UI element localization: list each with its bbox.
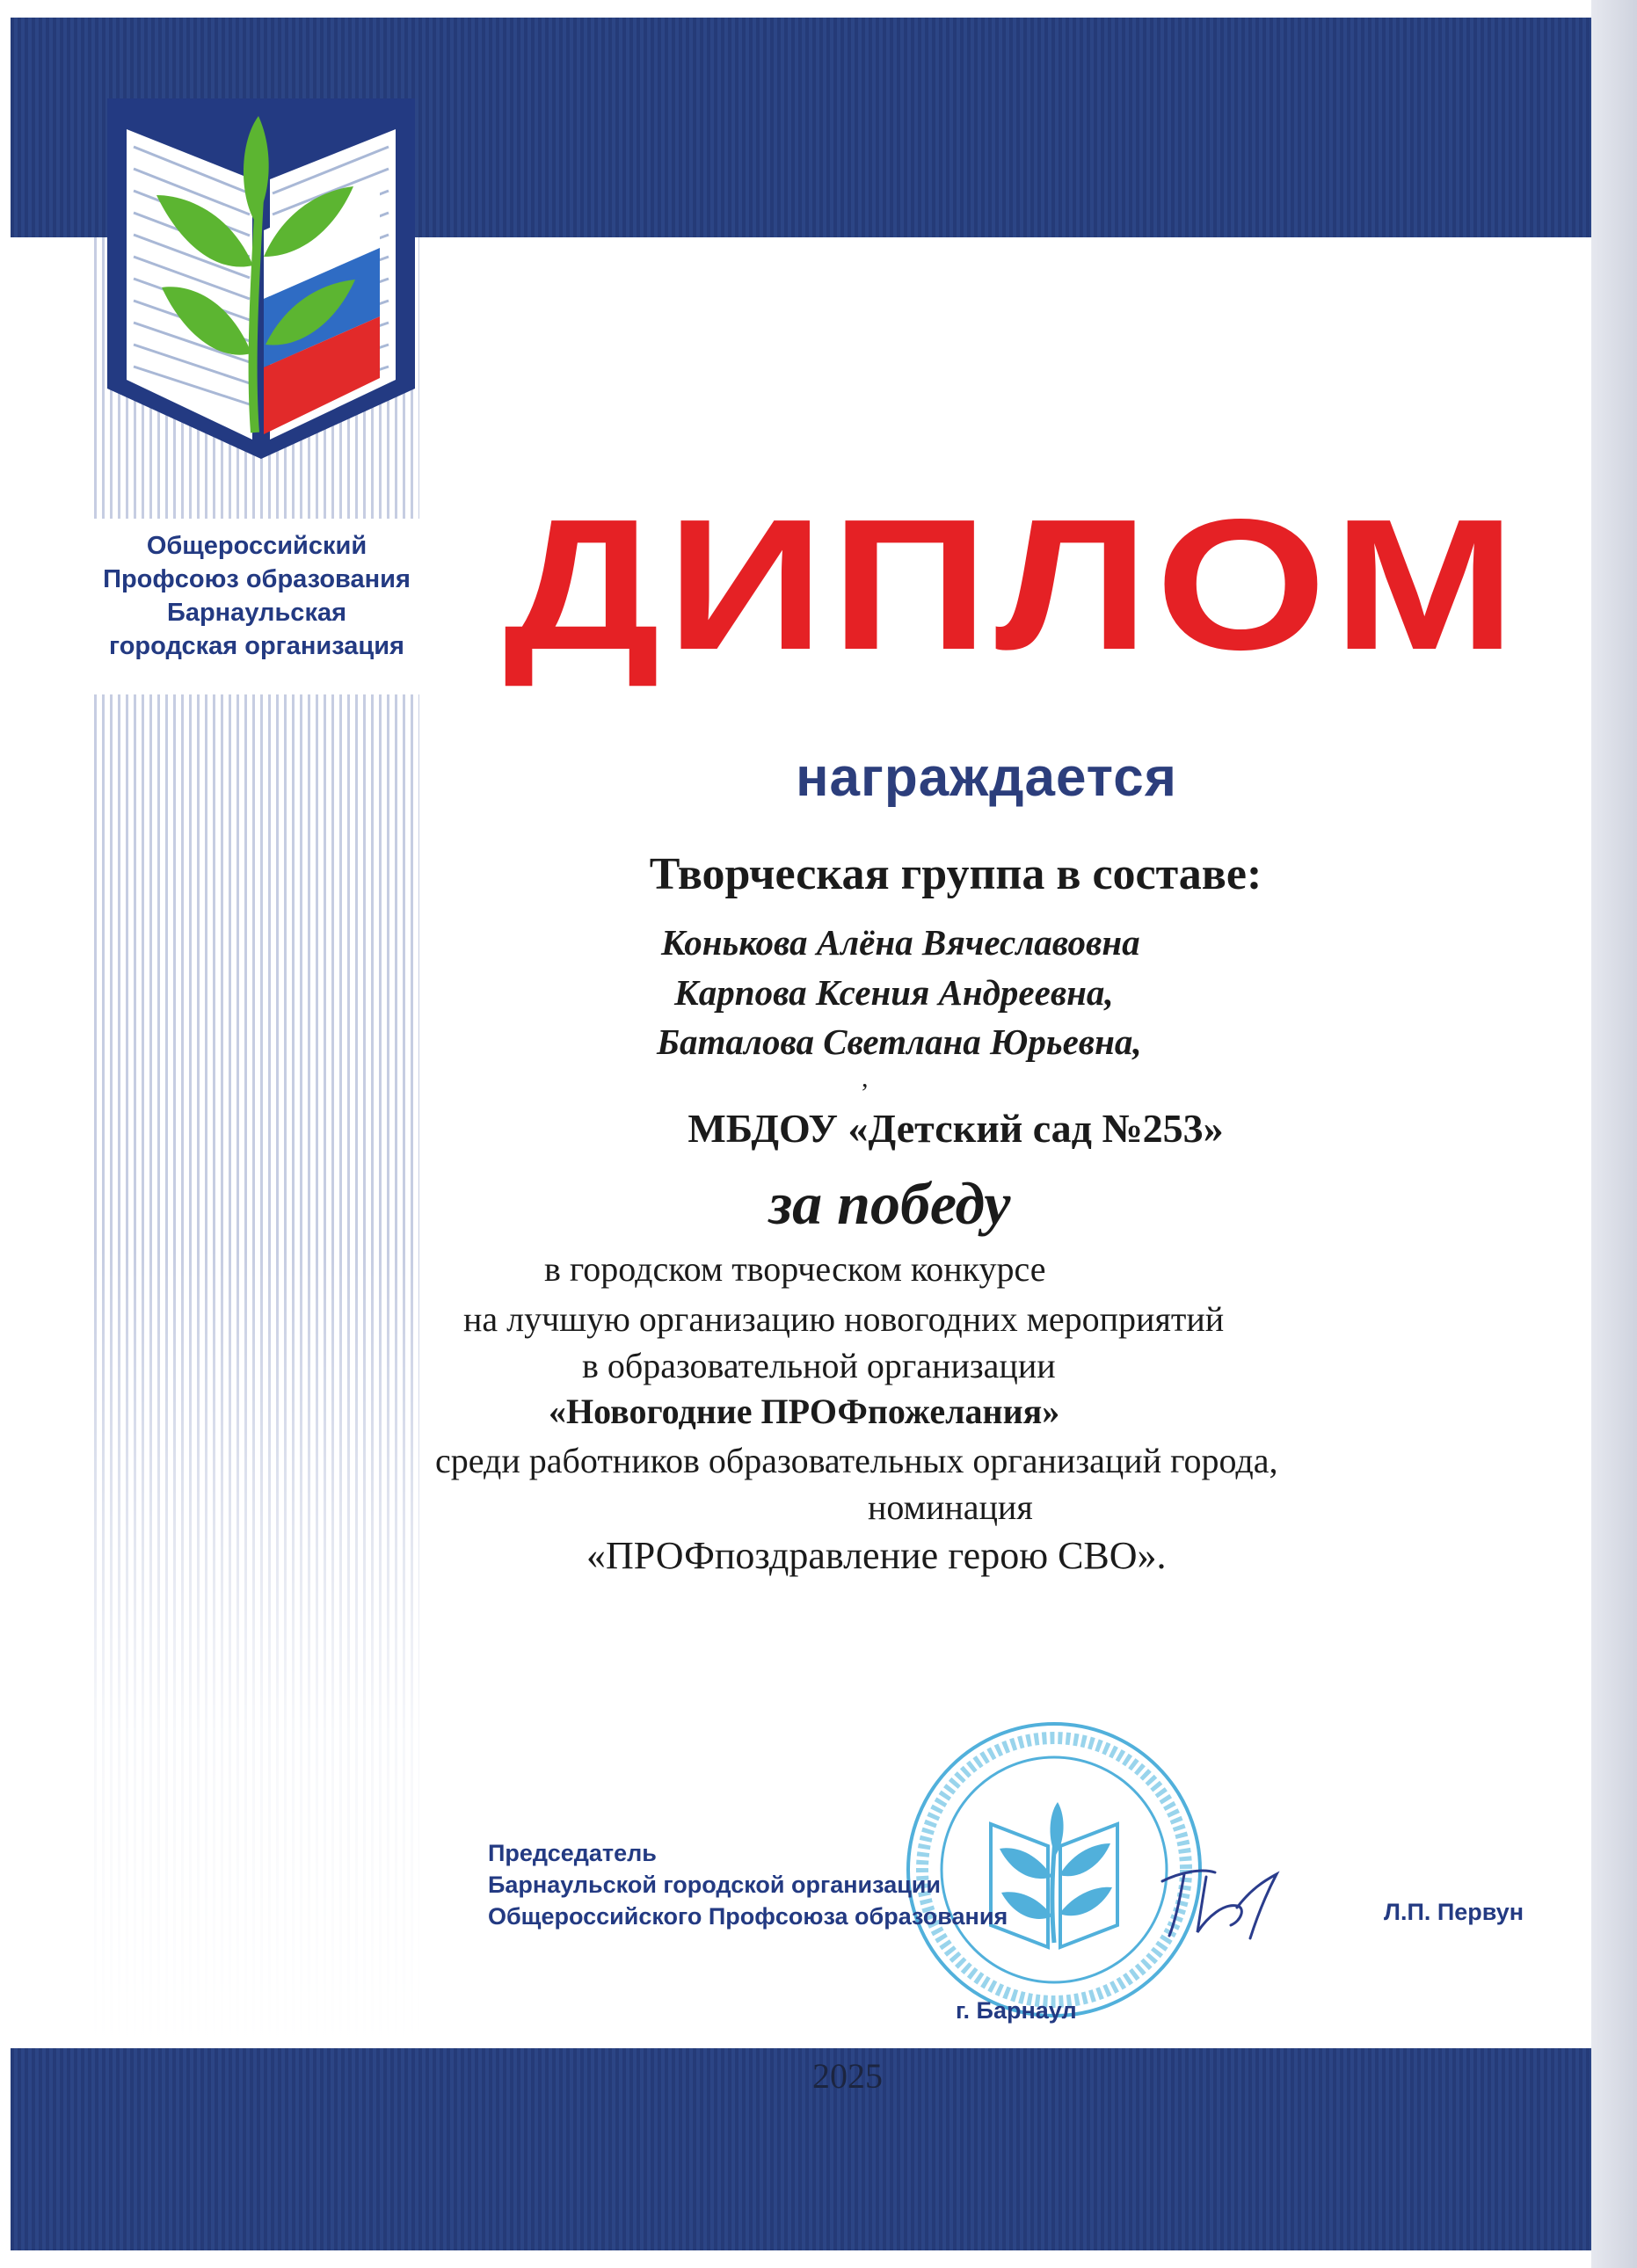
org-line: городская организация bbox=[109, 632, 404, 660]
handwritten-signature-icon bbox=[1153, 1855, 1285, 1943]
member-name: Карпова Ксения Андреевна, bbox=[674, 972, 1114, 1013]
union-logo-icon bbox=[98, 98, 424, 468]
contest-line: на лучшую организацию новогодних мероприятий bbox=[463, 1299, 1225, 1339]
bottom-blue-band bbox=[11, 2048, 1591, 2250]
signatory-line: Барнаульской городской организации bbox=[488, 1872, 942, 1898]
diploma-sheet bbox=[11, 18, 1591, 2250]
institution-name: МБДОУ «Детский сад №253» bbox=[688, 1106, 1224, 1151]
member-name: Конькова Алёна Вячеславовна bbox=[661, 922, 1140, 963]
scan-edge bbox=[1591, 0, 1637, 2268]
city-label: г. Барнаул bbox=[956, 1997, 1077, 2024]
signer-name: Л.П. Первун bbox=[1384, 1899, 1524, 1925]
contest-line: в городском творческом конкурсе bbox=[544, 1249, 1046, 1289]
for-victory-label: за победу bbox=[768, 1170, 1011, 1237]
contest-name: «Новогодние ПРОФпожелания» bbox=[549, 1392, 1060, 1431]
signatory-line: Председатель bbox=[488, 1840, 657, 1866]
year-label: 2025 bbox=[812, 2056, 883, 2096]
contest-line: среди работников образовательных организаций города, bbox=[435, 1441, 1278, 1480]
org-line: Общероссийский bbox=[146, 532, 367, 560]
stray-comma: , bbox=[862, 1064, 869, 1093]
org-line: Барнаульская bbox=[166, 599, 347, 627]
member-name: Баталова Светлана Юрьевна, bbox=[657, 1021, 1142, 1062]
org-line: Профсоюз образования bbox=[103, 565, 411, 593]
signatory-line: Общероссийского Профсоюза образования bbox=[488, 1903, 1008, 1930]
diploma-title: ДИПЛОМ bbox=[503, 480, 1523, 688]
nomination-name: «ПРОФпоздравление герою СВО». bbox=[586, 1534, 1167, 1577]
organization-name bbox=[94, 529, 419, 663]
stripe-fade bbox=[94, 1248, 419, 2048]
contest-line: в образовательной организации bbox=[582, 1346, 1056, 1385]
awarded-label: награждается bbox=[796, 747, 1177, 808]
signature-block bbox=[488, 1837, 1008, 1932]
group-heading: Творческая группа в составе: bbox=[649, 849, 1262, 899]
nomination-label: номинация bbox=[868, 1487, 1033, 1527]
